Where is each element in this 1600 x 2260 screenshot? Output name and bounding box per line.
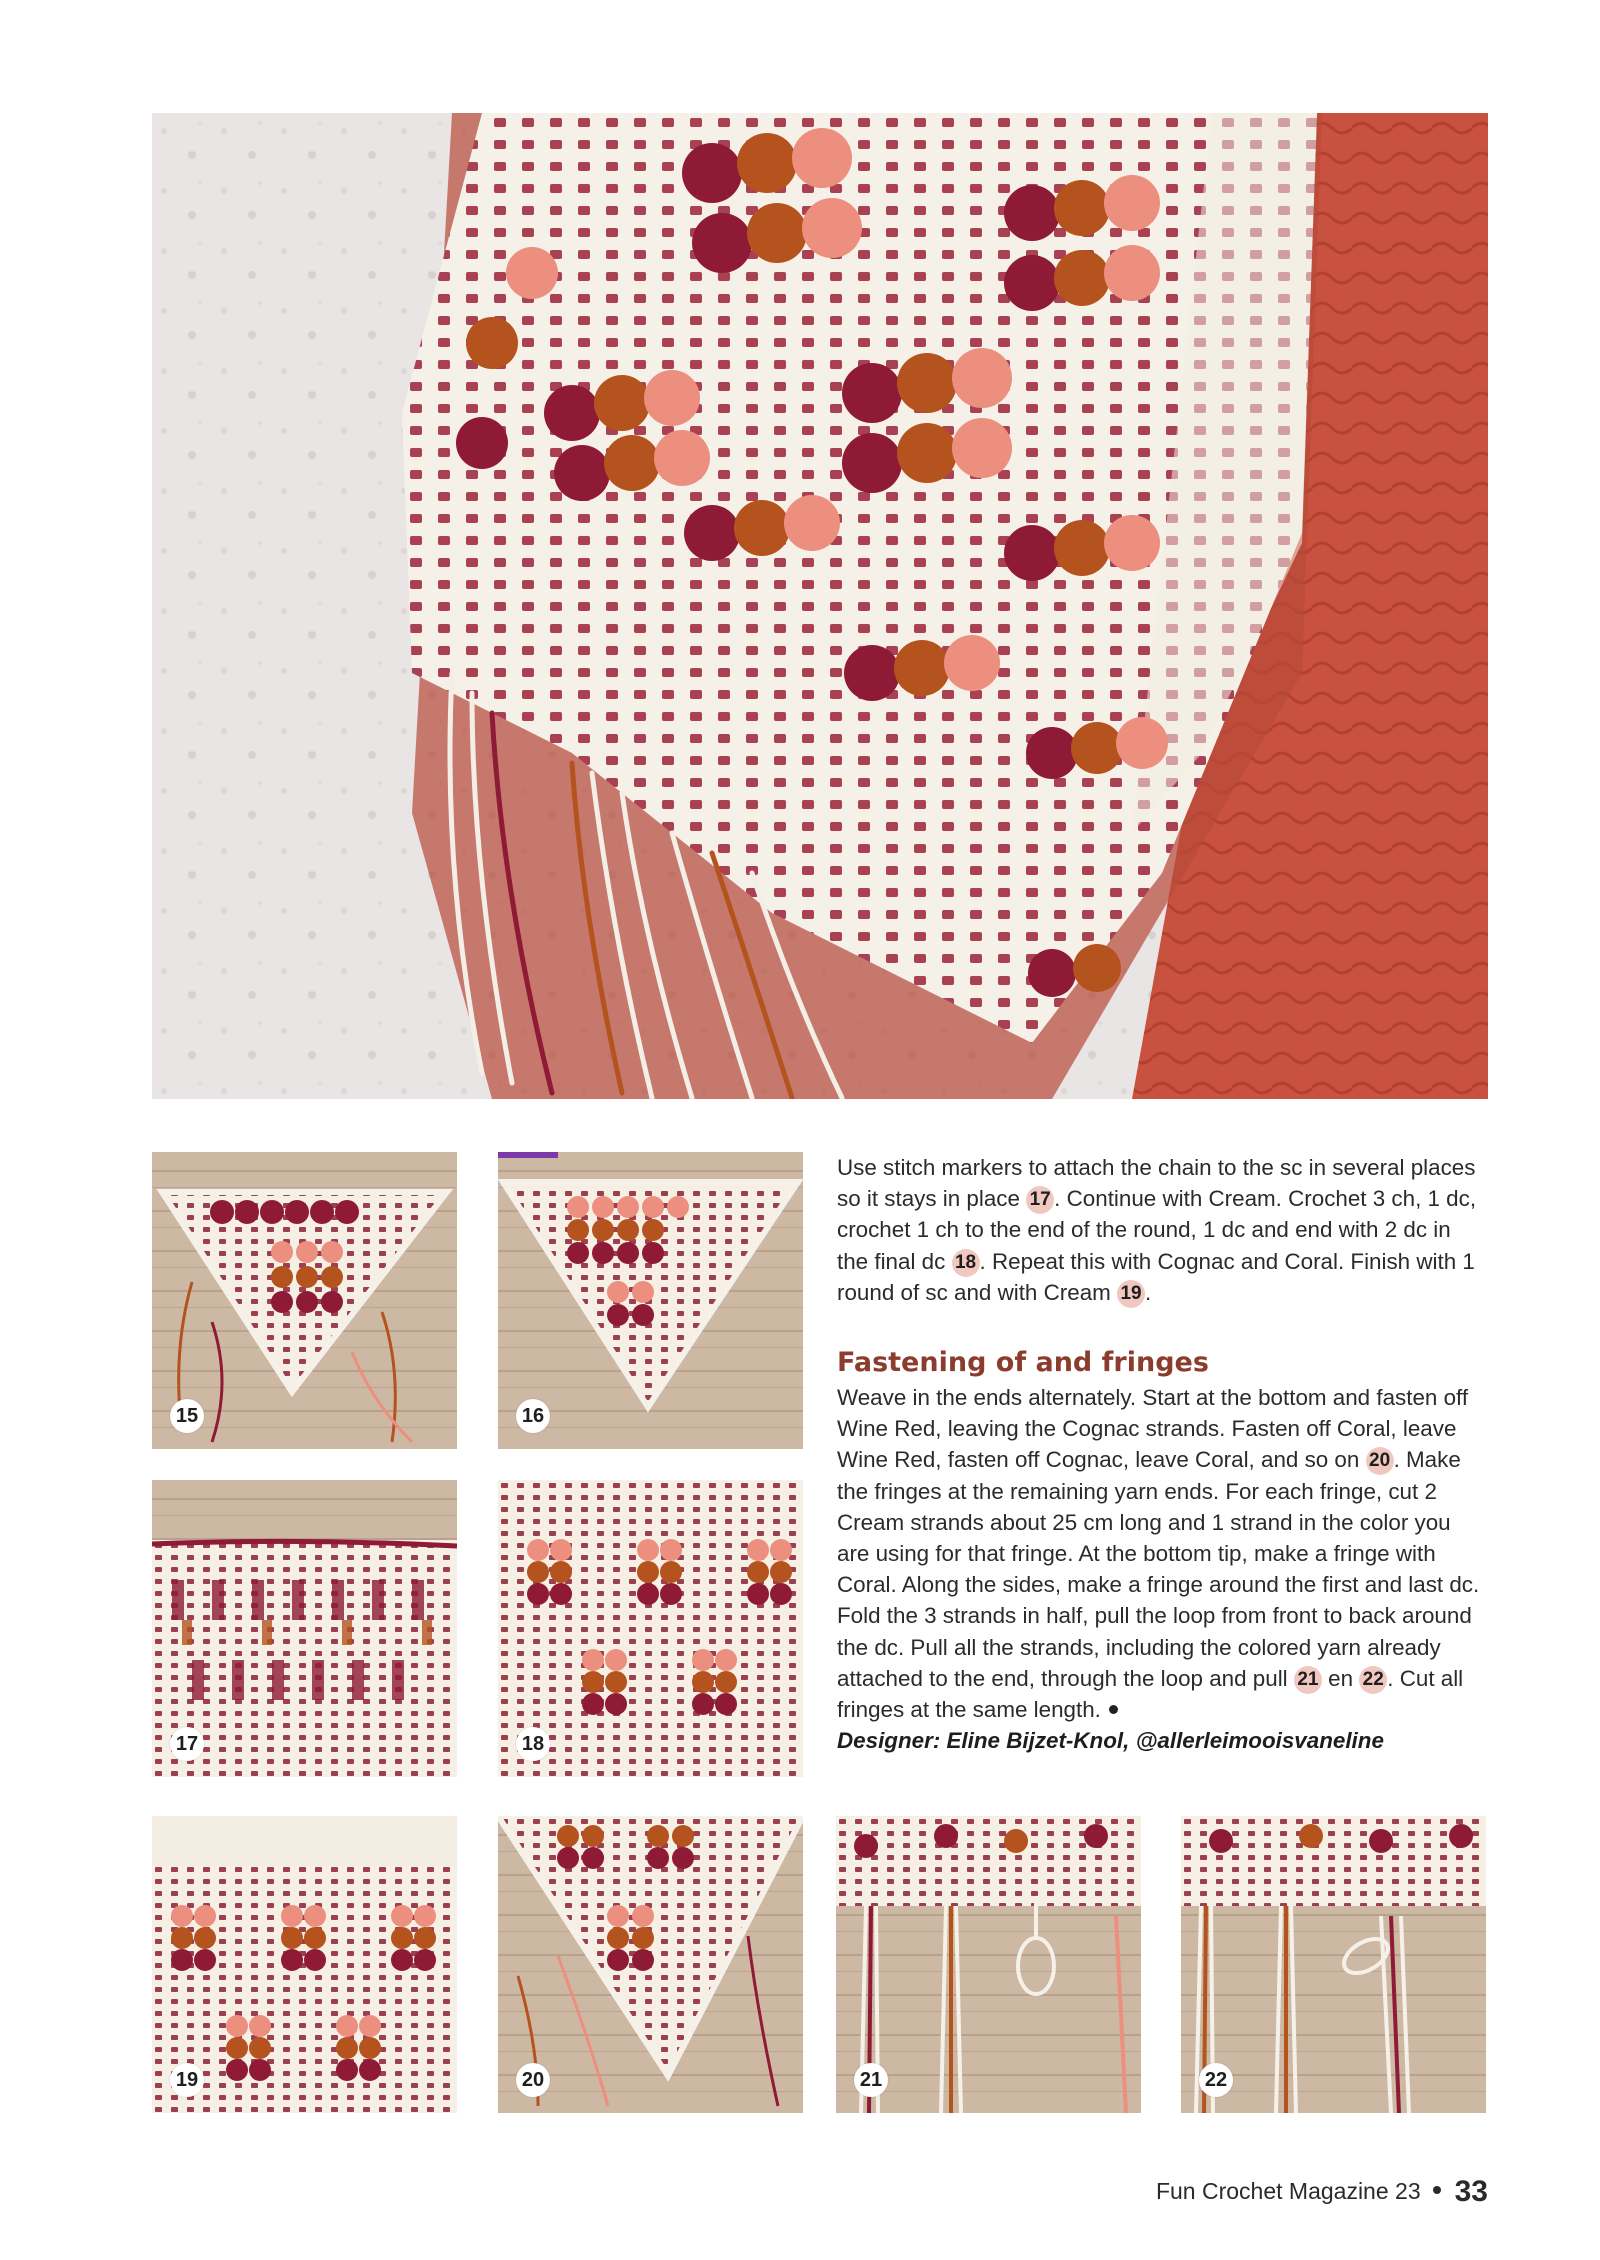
paragraph-fringes: Weave in the ends alternately. Start at the bottom and fasten off Wine Red, leaving the Cognac strands. Fasten off Coral, leave Wine Red, fasten off Cognac, leave Coral, and so on 20 . Make the fringes at the remaining yarn ends. For each fringe, cut 2 Cream strands about 25 cm long and 1 strand in the color you are using for that fringe. At the bottom tip, make a fringe with Coral. Along the sides, make a fringe around the first and last dc. Fold the 3 strands in half, pull the loop from front to back around the dc. Pull all the strands, including the colored yarn already attached to the end, through the loop and pull 21 en 22 . Cut all fringes at the same length.	[837, 1385, 1480, 1723]
hero-photo	[152, 113, 1488, 1099]
step-ref-badge: 19	[1117, 1280, 1145, 1308]
bullet-icon	[1433, 2186, 1441, 2194]
step-ref-badge: 22	[1359, 1666, 1387, 1694]
step-number-16: 16	[516, 1399, 550, 1433]
step-photo-19	[152, 1816, 457, 2113]
step-photo-20	[498, 1816, 803, 2113]
step-ref-badge: 20	[1366, 1447, 1394, 1475]
step-photo-21	[836, 1816, 1141, 2113]
step-number-22: 22	[1199, 2063, 1233, 2097]
step-number-15: 15	[170, 1399, 204, 1433]
end-mark-icon	[1109, 1705, 1118, 1714]
magazine-title: Fun Crochet Magazine 23	[1155, 2178, 1421, 2204]
designer-credit: Designer: Eline Bijzet-Knol, @allerleimooisvaneline	[837, 1728, 1384, 1754]
step-number-21: 21	[854, 2063, 888, 2097]
step-photo-16	[498, 1152, 803, 1449]
step-photo-18	[498, 1480, 803, 1777]
step-ref-badge: 21	[1294, 1666, 1322, 1694]
section-heading: Fastening of and fringes	[837, 1347, 1209, 1379]
step-ref-badge: 17	[1026, 1186, 1054, 1214]
step-photo-15	[152, 1152, 457, 1449]
step-number-20: 20	[516, 2063, 550, 2097]
instructions-text	[837, 1152, 1482, 1756]
paragraph-intro: Use stitch markers to attach the chain to the sc in several places so it stays in place 17 . Continue with Cream. Crochet 3 ch, 1 dc, crochet 1 ch to the end of the round, 1 dc and end with 2 dc in the final dc 18 . Repeat this with Cognac and Coral. Finish with 1 round of sc and with Cream 19 .	[837, 1152, 1482, 1308]
step-number-18: 18	[516, 1727, 550, 1761]
step-photo-22	[1181, 1816, 1486, 2113]
page-number: 33	[1454, 2175, 1488, 2208]
page-footer	[1156, 2175, 1488, 2209]
step-number-17: 17	[170, 1727, 204, 1761]
step-photo-17	[152, 1480, 457, 1777]
step-number-19: 19	[170, 2063, 204, 2097]
step-ref-badge: 18	[952, 1249, 980, 1277]
